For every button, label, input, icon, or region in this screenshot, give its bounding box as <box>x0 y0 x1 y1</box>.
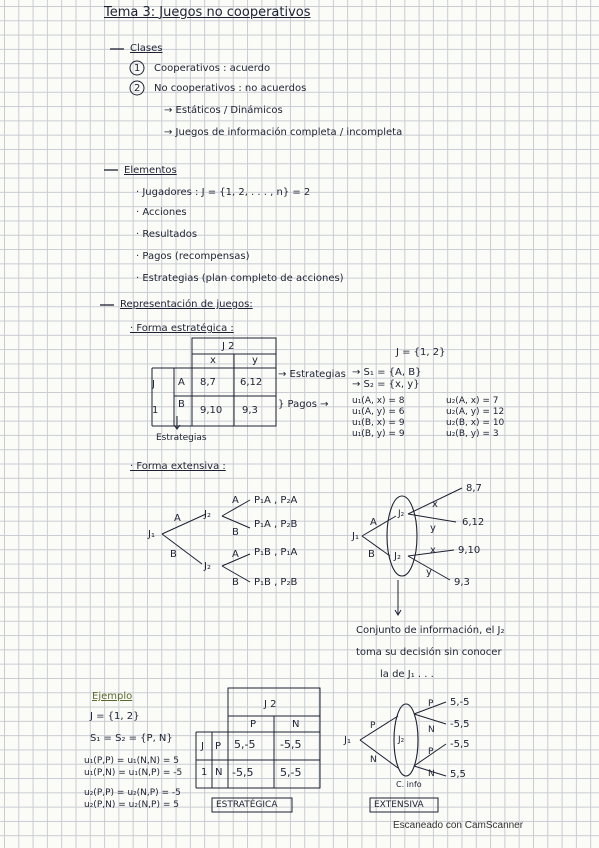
ejemplo-tree-branch: N <box>428 725 435 735</box>
ejemplo-tree-payoff: 5,5 <box>450 769 466 780</box>
ejemplo-tree-payoff: -5,5 <box>450 739 470 750</box>
tree1-j1: J₁ <box>148 529 155 540</box>
clases-item-2-number: 2 <box>134 83 141 94</box>
tree1-a: A <box>174 513 181 524</box>
tree2-branch-label: x <box>432 499 438 510</box>
scanner-watermark: Escaneado con CamScanner <box>393 820 524 831</box>
payoff-u2: u₂(B, y) = 3 <box>446 429 499 439</box>
ejemplo-tree-payoff: -5,5 <box>450 719 470 730</box>
ejemplo-col-n: N <box>292 719 300 730</box>
col-header-y: y <box>252 355 258 366</box>
tree2-a: A <box>370 517 377 528</box>
clases-item-1: Cooperativos : acuerdo <box>154 63 271 74</box>
ejemplo-table-j2: J 2 <box>264 699 277 710</box>
info-set-note-line-1: Conjunto de información, el J₂ <box>356 625 505 636</box>
row-header-b: B <box>178 399 185 410</box>
table-j1-number: 1 <box>152 405 159 416</box>
col-header-x: x <box>210 355 216 366</box>
table-j2-label: J 2 <box>222 341 235 352</box>
estrategias-caption: Estrategias <box>156 433 207 443</box>
elementos-item: · Estrategias (plan completo de acciones) <box>136 273 344 284</box>
ejemplo-strategies: S₁ = S₂ = {P, N} <box>90 733 173 744</box>
payoff-u2: u₂(B, x) = 10 <box>446 418 505 428</box>
table-j1-label: J <box>152 379 155 390</box>
info-set-note-line-3: la de J₁ . . . <box>380 669 434 680</box>
ejemplo-tree-j1: J₁ <box>344 735 351 746</box>
payoff-u1: u₁(A, y) = 6 <box>352 407 405 417</box>
tag-estrategica: ESTRATÉGICA <box>216 800 278 810</box>
clases-sub-2: → Juegos de información completa / incompleta <box>164 127 403 138</box>
representacion-heading: Representación de juegos: <box>120 299 253 310</box>
tree1-payoff: P₁B , P₂B <box>254 577 298 588</box>
payoff-u1: u₁(B, x) = 9 <box>352 418 405 428</box>
tree2-branch-label: y <box>430 523 436 534</box>
clases-heading: Clases <box>130 43 163 54</box>
ejemplo-payoff: u₂(P,P) = u₂(N,P) = -5 <box>84 788 181 798</box>
ejemplo-cell-pp: 5,-5 <box>234 738 256 751</box>
ejemplo-tree-cinfo: C. info <box>396 780 422 789</box>
tree2-b: B <box>368 549 375 560</box>
tree1-branch-label: A <box>232 495 239 506</box>
ejemplo-cell-np: -5,5 <box>232 766 254 779</box>
strategy-set-1: → S₁ = {A, B} <box>352 367 422 378</box>
tree1-j2-top: J₂ <box>204 509 211 520</box>
tree1-payoff: P₁A , P₂B <box>254 519 298 530</box>
payoff-u2: u₂(A, y) = 12 <box>446 407 505 417</box>
ejemplo-payoff: u₁(P,P) = u₁(N,N) = 5 <box>84 756 179 766</box>
ejemplo-tree-branch: P <box>428 747 434 757</box>
tree2-j2-bottom: J₂ <box>394 551 401 562</box>
payoff-u2: u₂(A, x) = 7 <box>446 396 499 406</box>
estrategias-arrow-label: → Estrategias <box>278 369 346 380</box>
clases-item-2: No cooperativos : no acuerdos <box>154 83 307 94</box>
tree1-b: B <box>170 549 177 560</box>
forma-estrategica-heading: · Forma estratégica : <box>130 323 234 334</box>
elementos-item: · Acciones <box>136 207 187 218</box>
tree2-payoff: 6,12 <box>462 517 485 528</box>
ejemplo-tree-n: N <box>370 755 377 765</box>
tag-extensiva: EXTENSIVA <box>374 800 424 810</box>
ejemplo-j1-number: 1 <box>201 767 208 778</box>
forma-extensiva-heading: · Forma extensiva : <box>130 461 226 472</box>
ejemplo-tree-j2: J₂ <box>398 735 405 745</box>
page-title: Tema 3: Juegos no cooperativos <box>104 5 311 20</box>
tree2-j1: J₁ <box>352 531 359 542</box>
strategy-set-2: → S₂ = {x, y} <box>352 379 420 390</box>
ejemplo-tree-p: P <box>370 721 376 731</box>
elementos-heading: Elementos <box>124 165 177 176</box>
elementos-item: · Pagos (recompensas) <box>136 251 250 262</box>
ejemplo-payoff: u₂(P,N) = u₂(N,P) = 5 <box>84 800 179 810</box>
row-header-a: A <box>178 377 185 388</box>
ejemplo-tree-branch: N <box>428 769 435 779</box>
ejemplo-j1: J <box>201 741 204 752</box>
tree2-payoff: 8,7 <box>466 483 482 494</box>
players-set: J = {1, 2} <box>396 347 446 358</box>
tree2-payoff: 9,3 <box>454 577 470 588</box>
clases-item-1-number: 1 <box>134 63 141 74</box>
tree1-branch-label: B <box>232 527 239 538</box>
cell-b-x: 9,10 <box>200 405 223 416</box>
tree2-branch-label: y <box>426 567 432 578</box>
tree2-j2-top: J₂ <box>398 509 405 519</box>
tree1-payoff: P₁A , P₂A <box>254 495 298 506</box>
cell-a-y: 6,12 <box>240 377 263 388</box>
clases-sub-1: → Estáticos / Dinámicos <box>164 105 283 116</box>
tree1-j2-bottom: J₂ <box>204 561 211 572</box>
ejemplo-cell-pn: -5,5 <box>280 738 302 751</box>
ejemplo-tree-payoff: 5,-5 <box>450 697 470 708</box>
tree1-branch-label: A <box>232 549 239 560</box>
ejemplo-tree-branch: P <box>428 699 434 709</box>
cell-b-y: 9,3 <box>242 405 258 416</box>
ejemplo-players: J = {1, 2} <box>90 711 140 722</box>
ejemplo-col-p: P <box>250 719 257 730</box>
ejemplo-row-n: N <box>215 767 223 778</box>
ejemplo-payoff: u₁(P,N) = u₁(N,P) = -5 <box>84 768 183 778</box>
tree1-payoff: P₁B , P₁A <box>254 547 298 558</box>
ejemplo-row-p: P <box>215 741 222 752</box>
payoff-u1: u₁(B, y) = 9 <box>352 429 405 439</box>
elementos-item: · Resultados <box>136 229 198 240</box>
tree1-branch-label: B <box>232 577 239 588</box>
payoff-u1: u₁(A, x) = 8 <box>352 396 405 406</box>
tree2-payoff: 9,10 <box>458 545 481 556</box>
tree2-branch-label: x <box>430 545 436 556</box>
elementos-item: · Jugadores : J = {1, 2, . . . , n} = 2 <box>136 187 311 198</box>
ejemplo-heading: Ejemplo <box>92 691 133 702</box>
pagos-brace-label: } Pagos → <box>278 399 329 410</box>
cell-a-x: 8,7 <box>200 377 216 388</box>
ejemplo-cell-nn: 5,-5 <box>280 766 302 779</box>
info-set-note-line-2: toma su decisión sin conocer <box>356 647 502 658</box>
